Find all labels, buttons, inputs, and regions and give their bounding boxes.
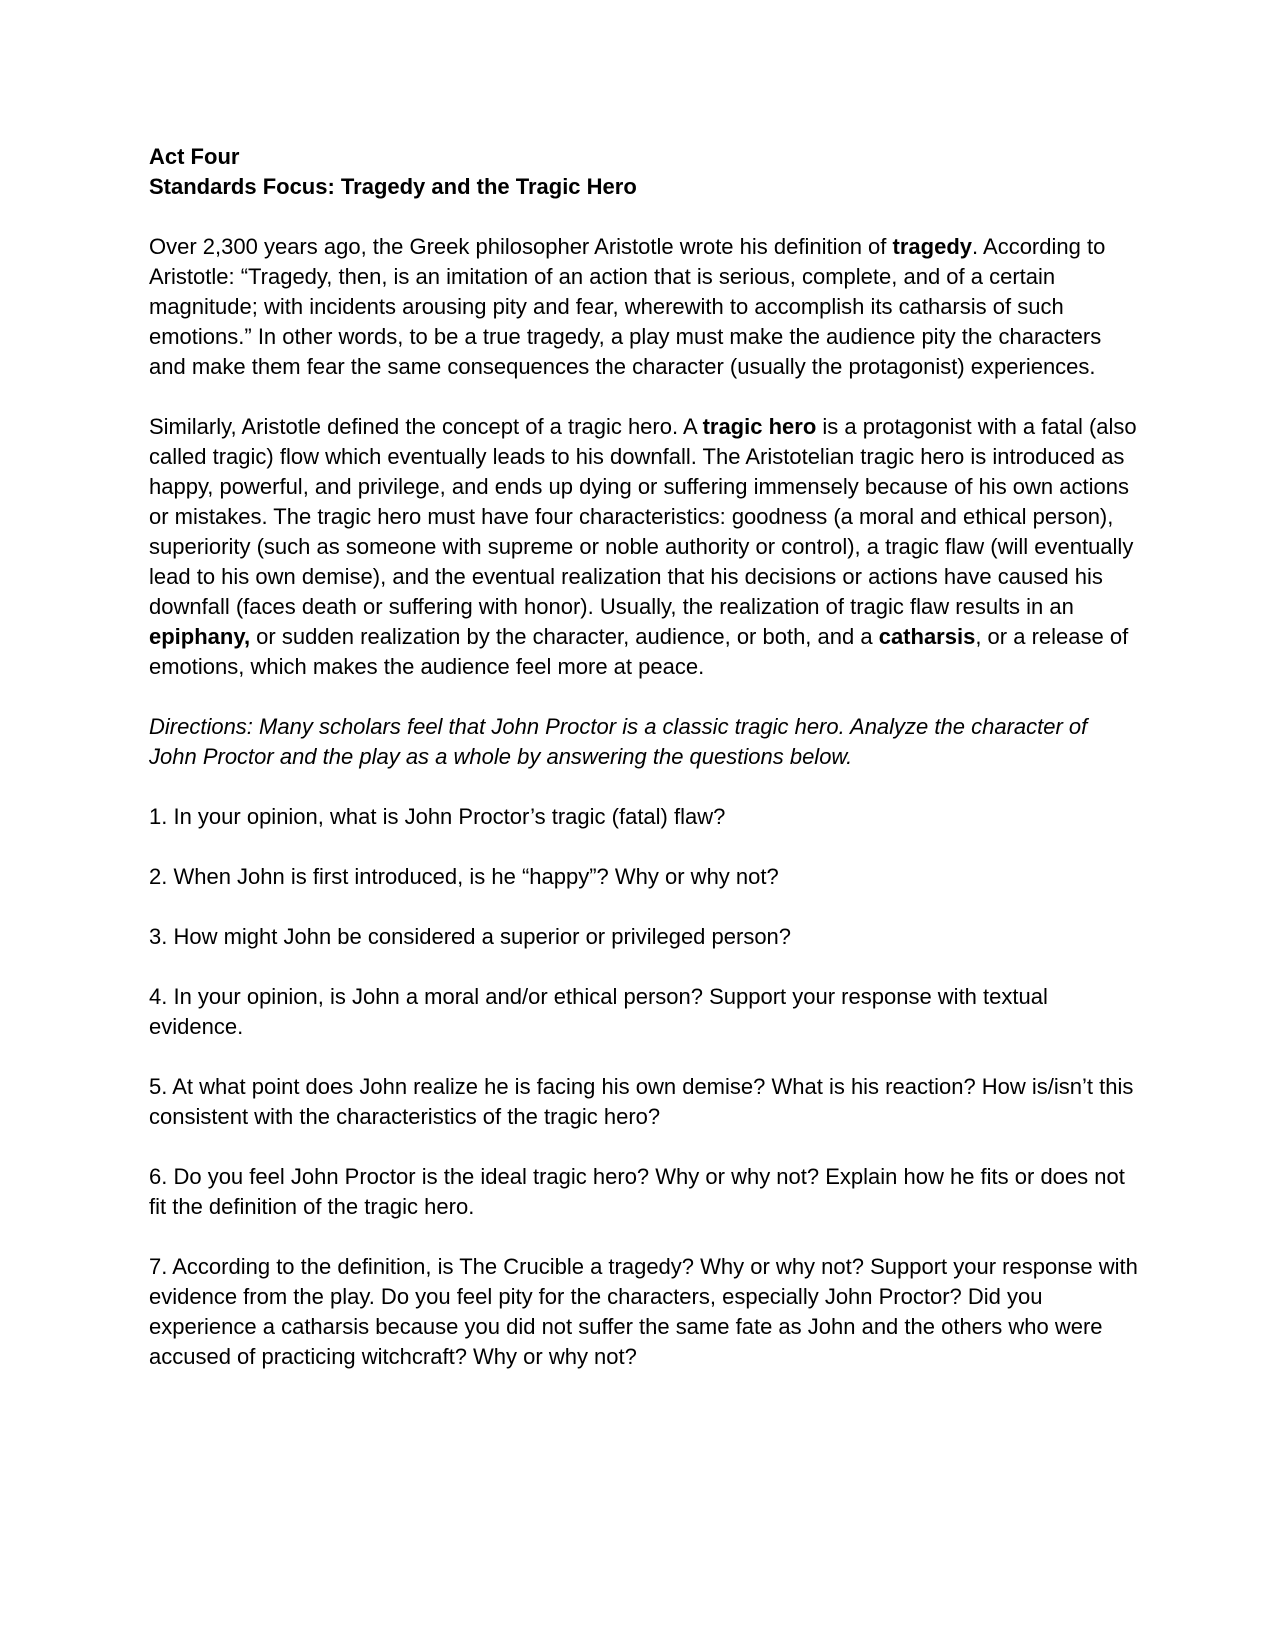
- document-page: [149, 142, 1139, 1402]
- tragic-hero-paragraph-post: , or a release of emotions, which makes the audience feel more at peace.: [149, 624, 1129, 679]
- tragic-hero-paragraph-pre: Similarly, Aristotle defined the concept of a tragic hero. A: [149, 414, 703, 439]
- question-7: 7. According to the definition, is The Crucible a tragedy? Why or why not? Support your response with evidence from the play. Do you feel pity for the characters, especially John Proctor? Did you experience a catharsis because you did not suffer the same fate as John and the others who were accused of practicing witchcraft? Why or why not?: [149, 1254, 1138, 1369]
- act-heading: Act Four: [149, 144, 240, 169]
- question-4: 4. In your opinion, is John a moral and/or ethical person? Support your response with textual evidence.: [149, 984, 1048, 1039]
- tragic-hero-term: tragic hero: [702, 414, 817, 439]
- tragic-hero-paragraph-mid1: is a protagonist with a fatal (also called tragic) flow which eventually leads to his downfall. The Aristotelian tragic hero is introduced as happy, powerful, and privilege, and ends up dying or suffering immensely because of his own actions or mistakes. The tragic hero must have four characteristics: goodness (a moral and ethical person), superiority (such as someone with supreme or noble authority or control), a tragic flaw (will eventually lead to his own demise), and the eventual realization that his decisions or actions have caused his downfall (faces death or suffering with honor). Usually, the realization of tragic flaw results in an: [149, 414, 1137, 619]
- directions-text: Directions: Many scholars feel that John Proctor is a classic tragic hero. Analyze the character of John Proctor and the play as a whole by answering the questions below.: [149, 714, 1088, 769]
- tragic-hero-paragraph: [149, 412, 1139, 682]
- catharsis-term: catharsis: [878, 624, 976, 649]
- epiphany-term: epiphany,: [149, 624, 251, 649]
- tragedy-paragraph: [149, 232, 1139, 382]
- question-2: 2. When John is first introduced, is he “happy”? Why or why not?: [149, 864, 779, 889]
- tragedy-term: tragedy: [892, 234, 973, 259]
- tragedy-paragraph-post: . According to Aristotle: “Tragedy, then, is an imitation of an action that is serious, complete, and of a certain magnitude; with incidents arousing pity and fear, wherewith to accomplish its catharsis of such emotions.” In other words, to be a true tragedy, a play must make the audience pity the characters and make them fear the same consequences the character (usually the protagonist) experiences.: [149, 234, 1106, 379]
- tragic-hero-paragraph-mid2: or sudden realization by the character, audience, or both, and a: [250, 624, 879, 649]
- questions-list: [149, 802, 1139, 1372]
- question-5: 5. At what point does John realize he is facing his own demise? What is his reaction? How is/isn’t this consistent with the characteristics of the tragic hero?: [149, 1074, 1134, 1129]
- question-6: 6. Do you feel John Proctor is the ideal tragic hero? Why or why not? Explain how he fits or does not fit the definition of the tragic hero.: [149, 1164, 1125, 1219]
- question-3: 3. How might John be considered a superior or privileged person?: [149, 924, 792, 949]
- question-1: 1. In your opinion, what is John Proctor’s tragic (fatal) flaw?: [149, 804, 726, 829]
- tragedy-paragraph-pre: Over 2,300 years ago, the Greek philosopher Aristotle wrote his definition of: [149, 234, 893, 259]
- focus-heading: Standards Focus: Tragedy and the Tragic Hero: [149, 174, 637, 199]
- heading-block: [149, 142, 1139, 202]
